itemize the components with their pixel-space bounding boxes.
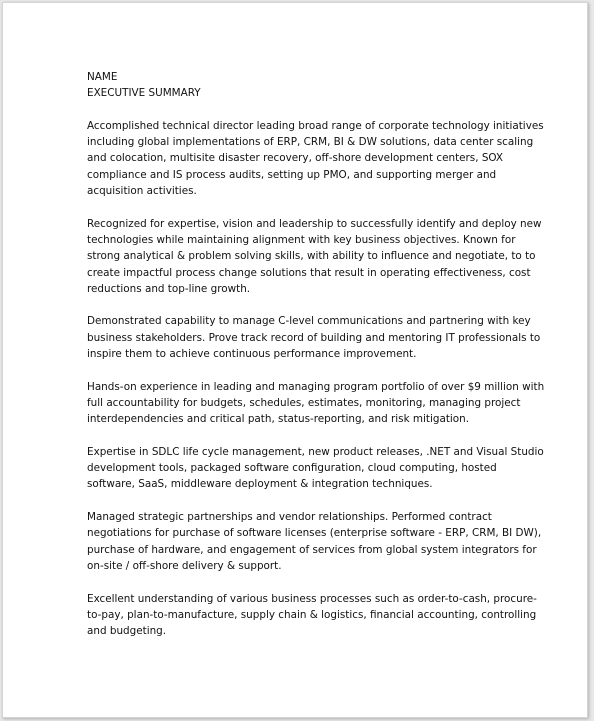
summary-paragraph-2: Recognized for expertise, vision and leadership to successfully identify and deploy new technologies while maintaining alignment with key business objectives. Known for strong analytical & problem solving skills, with ability to influence and negotiate, to to create impactful process change solutions that result in operating effectiveness, cost reductions and top-line growth.	[87, 217, 542, 295]
executive-summary-heading: EXECUTIVE SUMMARY	[87, 87, 201, 100]
summary-paragraph-7: Excellent understanding of various business processes such as order-to-cash, procure-to-pay, plan-to-manufacture, supply chain & logistics, financial accounting, controlling and budgeting.	[87, 592, 537, 638]
name-heading: NAME	[87, 71, 118, 83]
summary-paragraph-4: Hands-on experience in leading and managing program portfolio of over $9 million with full accountability for budgets, schedules, estimates, monitoring, managing project interdependencies and critical path, status-reporting, and risk mitigation.	[87, 380, 545, 426]
summary-paragraph-1: Accomplished technical director leading broad range of corporate technology initiatives including global implementations of ERP, CRM, BI & DW solutions, data center scaling and colocation, multisite disaster recovery, off-shore development centers, SOX compliance and IS process audits, setting up PMO, and supporting merger and acquisition activities.	[87, 119, 544, 198]
summary-paragraph-3: Demonstrated capability to manage C-level communications and partnering with key business stakeholders. Prove track record of building and mentoring IT professionals to inspire them to achieve continuous performance improvement.	[87, 315, 541, 361]
document-content	[87, 69, 547, 639]
document-page	[2, 2, 588, 718]
summary-paragraph-5: Expertise in SDLC life cycle management, new product releases, .NET and Visual Studio development tools, packaged software configuration, cloud computing, hosted software, SaaS, middleware deployment & integration techniques.	[87, 445, 544, 491]
summary-paragraph-6: Managed strategic partnerships and vendor relationships. Performed contract negotiations for purchase of software licenses (enterprise software - ERP, CRM, BI DW), purchase of hardware, and engagement of services from global system integrators for on-site / off-shore delivery & support.	[87, 511, 542, 572]
